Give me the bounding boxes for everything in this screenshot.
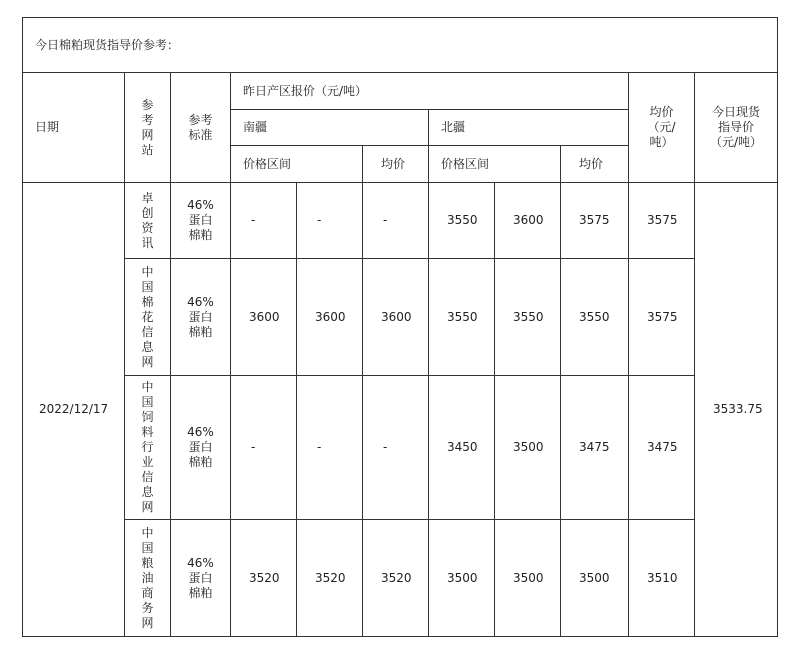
north-low-cell: 3550 (429, 259, 495, 376)
table-title: 今日棉粕现货指导价参考： (23, 18, 778, 73)
header-site: 参考网站 (125, 73, 171, 183)
south-high-cell: - (297, 183, 363, 259)
header-yesterday-quote: 昨日产区报价（元/吨） (231, 73, 629, 110)
south-low-cell: - (231, 376, 297, 520)
north-high-cell: 3500 (495, 520, 561, 637)
date-cell: 2022/12/17 (23, 183, 125, 637)
site-cell: 中国饲料行业信息网 (125, 376, 171, 520)
avg-cell: 3475 (629, 376, 695, 520)
price-table (22, 17, 778, 637)
header-south: 南疆 (231, 110, 429, 146)
south-low-cell: - (231, 183, 297, 259)
header-overall-avg: 均价（元/吨） (629, 73, 695, 183)
north-avg-cell: 3475 (561, 376, 629, 520)
north-low-cell: 3450 (429, 376, 495, 520)
south-high-cell: 3600 (297, 259, 363, 376)
header-north-range: 价格区间 (429, 146, 561, 183)
table-row (23, 520, 778, 637)
header-north: 北疆 (429, 110, 629, 146)
standard-cell: 46%蛋白棉粕 (171, 376, 231, 520)
table-row (23, 259, 778, 376)
north-avg-cell: 3500 (561, 520, 629, 637)
south-high-cell: 3520 (297, 520, 363, 637)
avg-cell: 3575 (629, 259, 695, 376)
south-avg-cell: - (363, 183, 429, 259)
avg-cell: 3575 (629, 183, 695, 259)
header-date: 日期 (23, 73, 125, 183)
south-low-cell: 3520 (231, 520, 297, 637)
south-low-cell: 3600 (231, 259, 297, 376)
north-high-cell: 3600 (495, 183, 561, 259)
site-cell: 中国棉花信息网 (125, 259, 171, 376)
header-south-avg: 均价 (363, 146, 429, 183)
north-low-cell: 3500 (429, 520, 495, 637)
avg-cell: 3510 (629, 520, 695, 637)
north-low-cell: 3550 (429, 183, 495, 259)
header-south-range: 价格区间 (231, 146, 363, 183)
standard-cell: 46%蛋白棉粕 (171, 183, 231, 259)
south-avg-cell: 3600 (363, 259, 429, 376)
south-high-cell: - (297, 376, 363, 520)
site-cell: 中国粮油商务网 (125, 520, 171, 637)
header-north-avg: 均价 (561, 146, 629, 183)
south-avg-cell: 3520 (363, 520, 429, 637)
header-standard: 参考标准 (171, 73, 231, 183)
north-avg-cell: 3575 (561, 183, 629, 259)
table-row (23, 183, 778, 259)
south-avg-cell: - (363, 376, 429, 520)
standard-cell: 46%蛋白棉粕 (171, 259, 231, 376)
north-high-cell: 3550 (495, 259, 561, 376)
header-guide-price: 今日现货指导价（元/吨） (695, 73, 778, 183)
standard-cell: 46%蛋白棉粕 (171, 520, 231, 637)
north-high-cell: 3500 (495, 376, 561, 520)
guide-value-cell: 3533.75 (695, 183, 778, 637)
table-row (23, 376, 778, 520)
site-cell: 卓创资讯 (125, 183, 171, 259)
north-avg-cell: 3550 (561, 259, 629, 376)
